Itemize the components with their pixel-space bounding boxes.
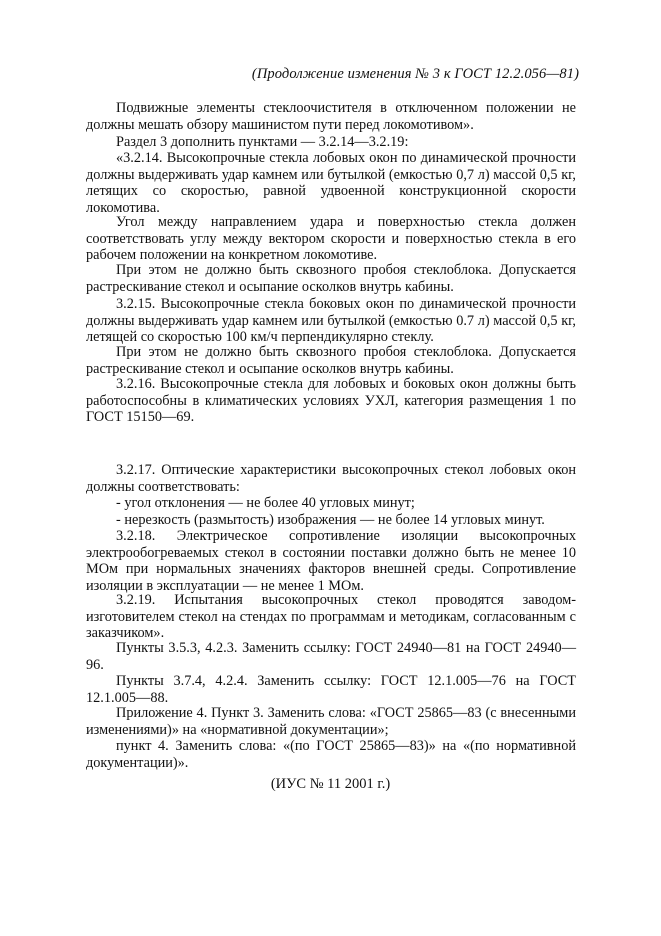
paragraph-3-2-14: «3.2.14. Высокопрочные стекла лобовых окон по динамической прочности должны выдерживать удар камнем или бутылкой (емкостью 0,7 л) массой 0,5 кг, летящих со скоростью, равной удвоенной конструкционной скорости локомотива. xyxy=(86,150,576,216)
paragraph-no-penetration-2: При этом не должно быть сквозного пробоя стеклоблока. Допускается растрескивание стекол и осыпание осколков внутрь кабины. xyxy=(86,344,576,377)
paragraph-3-2-16: 3.2.16. Высокопрочные стекла для лобовых и боковых окон должны быть работоспособны в климатических условиях УХЛ, категория размещения 1 по ГОСТ 15150—69. xyxy=(86,376,576,426)
list-item-image-blur: - нерезкость (размытость) изображения — не более 14 угловых минут. xyxy=(116,512,545,528)
paragraph-3-2-17: 3.2.17. Оптические характеристики высокопрочных стекол лобовых окон должны соответствовать: xyxy=(86,462,576,495)
paragraph-wipers: Подвижные элементы стеклоочистителя в отключенном положении не должны мешать обзору машинистом пути перед локомотивом». xyxy=(86,100,576,133)
paragraph-appendix-4-p4: пункт 4. Заменить слова: «(по ГОСТ 25865—83)» на «(по нормативной документации)». xyxy=(86,738,576,771)
source-footer: (ИУС № 11 2001 г.) xyxy=(270,776,391,792)
paragraph-appendix-4-p3: Приложение 4. Пункт 3. Заменить слова: «ГОСТ 25865—83 (с внесенными изменениями)» на «нормативной документации»; xyxy=(86,705,576,738)
paragraph-impact-angle: Угол между направлением удара и поверхностью стекла должен соответствовать углу между вектором скорости и поверхностью стекла в его рабочем положении на конкретном локомотиве. xyxy=(86,214,576,264)
paragraph-no-penetration-1: При этом не должно быть сквозного пробоя стеклоблока. Допускается растрескивание стекол и осыпание осколков внутрь кабины. xyxy=(86,262,576,295)
paragraph-gost-24940: Пункты 3.5.3, 4.2.3. Заменить ссылку: ГОСТ 24940—81 на ГОСТ 24940—96. xyxy=(86,640,576,673)
continuation-header: (Продолжение изменения № 3 к ГОСТ 12.2.056—81) xyxy=(251,66,579,82)
paragraph-3-2-15: 3.2.15. Высокопрочные стекла боковых окон по динамической прочности должны выдерживать удар камнем или бутылкой (емкостью 0.7 л) массой 0,5 кг, летящей со скоростью 100 км/ч перпендикулярно стеклу. xyxy=(86,296,576,346)
list-item-deviation-angle: - угол отклонения — не более 40 угловых минут; xyxy=(116,495,415,511)
paragraph-gost-12-1-005: Пункты 3.7.4, 4.2.4. Заменить ссылку: ГОСТ 12.1.005—76 на ГОСТ 12.1.005—88. xyxy=(86,673,576,706)
paragraph-section3-add: Раздел 3 дополнить пунктами — 3.2.14—3.2.19: xyxy=(116,134,409,150)
paragraph-3-2-18: 3.2.18. Электрическое сопротивление изоляции высокопрочных электрообогреваемых стекол в состоянии поставки должно быть не менее 10 МОм при нормальных значениях факторов внешней среды. Сопротивление изоляции в эксплуатации — не менее 1 МОм. xyxy=(86,528,576,594)
paragraph-3-2-19: 3.2.19. Испытания высокопрочных стекол проводятся заводом-изготовителем стекол на стендах по программам и методикам, согласованным с заказчиком». xyxy=(86,592,576,642)
